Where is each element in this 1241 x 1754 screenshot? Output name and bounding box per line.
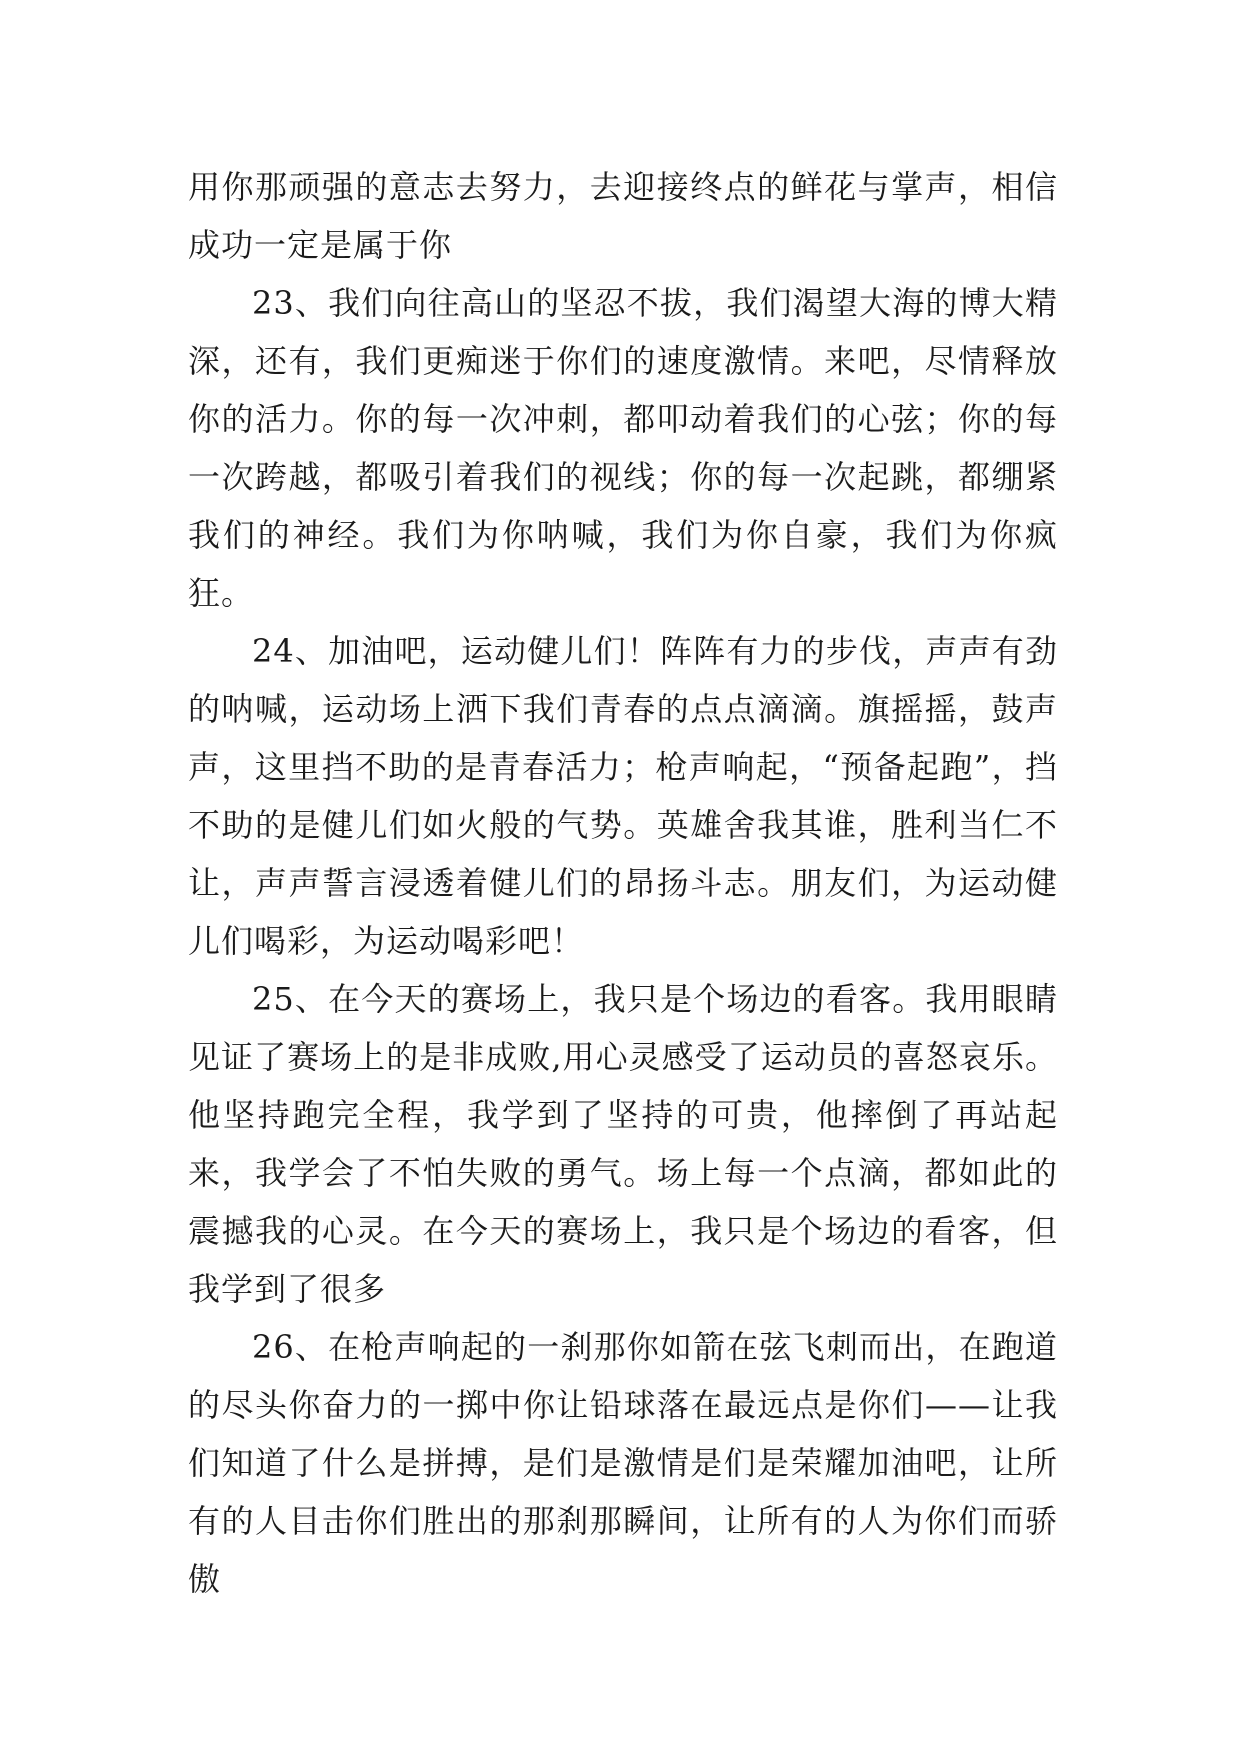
paragraph-23: 23、我们向往高山的坚忍不拔，我们渴望大海的博大精深，还有，我们更痴迷于你们的速度激情。来吧，尽情释放你的活力。你的每一次冲刺，都叩动着我们的心弦；你的每一次跨越，都吸引着我们的视线；你的每一次起跳，都绷紧我们的神经。我们为你呐喊，我们为你自豪，我们为你疯狂。	[188, 284, 1058, 612]
paragraph-continuation: 用你那顽强的意志去努力，去迎接终点的鲜花与掌声，相信成功一定是属于你	[188, 168, 1058, 264]
document-body	[188, 158, 1058, 1608]
paragraph-25: 25、在今天的赛场上，我只是个场边的看客。我用眼睛见证了赛场上的是非成败,用心灵感受了运动员的喜怒哀乐。他坚持跑完全程，我学到了坚持的可贵，他摔倒了再站起来，我学会了不怕失败的勇气。场上每一个点滴，都如此的震撼我的心灵。在今天的赛场上，我只是个场边的看客，但我学到了很多	[188, 980, 1058, 1308]
paragraph-24: 24、加油吧，运动健儿们！阵阵有力的步伐，声声有劲的呐喊，运动场上洒下我们青春的点点滴滴。旗摇摇，鼓声声，这里挡不助的是青春活力；枪声响起，“预备起跑”，挡不助的是健儿们如火般的气势。英雄舍我其谁，胜利当仁不让，声声誓言浸透着健儿们的昂扬斗志。朋友们，为运动健儿们喝彩，为运动喝彩吧！	[188, 632, 1058, 960]
paragraph-26: 26、在枪声响起的一刹那你如箭在弦飞刺而出，在跑道的尽头你奋力的一掷中你让铅球落在最远点是你们——让我们知道了什么是拼搏，是们是激情是们是荣耀加油吧，让所有的人目击你们胜出的那刹那瞬间，让所有的人为你们而骄傲	[188, 1328, 1058, 1598]
